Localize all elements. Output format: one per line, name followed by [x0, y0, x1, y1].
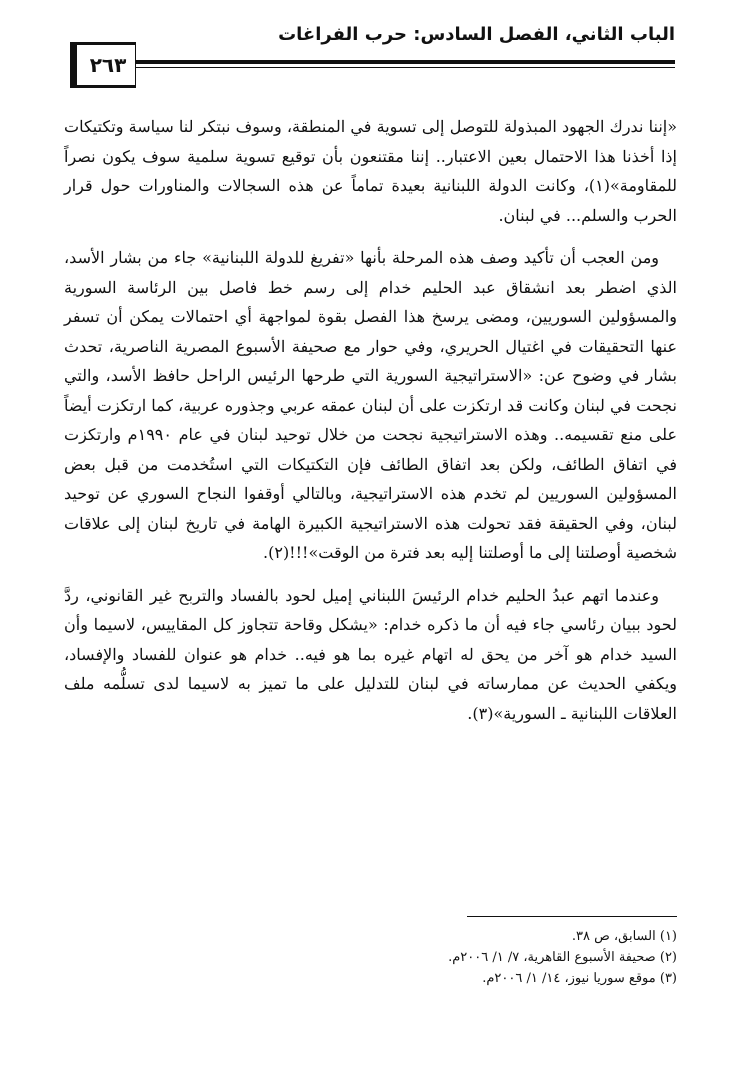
header-rule-thick — [70, 60, 675, 64]
page-number: ٢٦٣ — [89, 53, 127, 77]
header-rule-thin — [70, 67, 675, 68]
footnote: (٣) موقع سوريا نيوز، ١٤/ ١/ ٢٠٠٦م. — [482, 971, 677, 986]
paragraph: ومن العجب أن تأكيد وصف هذه المرحلة بأنها «تفريغ للدولة اللبنانية» جاء من بشار الأسد، الذي اضطر بعد انشقاق عبد الحليم خدام إلى رسم خط فاصل بين الرئاسة السورية والمسؤولين السوريين، ومضى يرسخ هذا الفصل بقوة لمواجهة أي احتمالات يمكن أن تسفر عنها التحقيقات في اغتيال الحريري، وفي حوار مع صحيفة الأسبوع المصرية الناصرية، تحدث بشار في وضوح عن: «الاستراتيجية السورية التي طرحها الرئيس الراحل حافظ الأسد، والتي نجحت في لبنان وكانت قد ارتكزت على أن لبنان عمقه عربي وجذوره عربية، كما ارتكزت أيضاً على منع تقسيمه.. وهذه الاستراتيجية نجحت من خلال توحيد لبنان في عام ١٩٩٠م وارتكزت في اتفاق الطائف، ولكن بعد اتفاق الطائف فإن التكتيكات التي استُخدمت من قبل بعض المسؤولين السوريين لم تخدم هذه الاستراتيجية، وبالتالي أوقفوا النجاح السوري عن توحيد لبنان، وفي الحقيقة فقد تحولت هذه الاستراتيجية الكبيرة الهامة في تاريخ لبنان إلى علاقات شخصية أوصلتنا إلى ما أوصلتنا إليه بعد فترة من الوقت»!!!(٢). — [64, 248, 677, 562]
page-number-box — [70, 42, 136, 88]
footnote: (١) السابق، ص ٣٨. — [571, 929, 677, 944]
paragraph: «إننا ندرك الجهود المبذولة للتوصل إلى تسوية في المنطقة، وسوف نبتكر لنا سياسة وتكتيكات إذا أخذنا هذا الاحتمال بعين الاعتبار.. إننا مقتنعون بأن توقيع تسوية سلمية سوف يكون نصراً للمقاومة»(١)، وكانت الدولة اللبنانية بعيدة تماماً عن هذه السجالات والمناورات حول قرار الحرب والسلم... في لبنان. — [64, 117, 677, 225]
paragraph: وعندما اتهم عبدُ الحليم خدام الرئيسَ اللبناني إميل لحود بالفساد والتربح غير القانوني، ردَّ لحود ببيان رئاسي جاء فيه أن ما ذكره خدام: «يشكل وقاحة تتجاوز كل المقاييس، لاسيما وأن السيد خدام هو آخر من يحق له اتهام غيره بما هو فيه.. خدام هو عنوان للفساد والإفساد، ويكفي الحديث عن ممارساته في لبنان للتدليل على ما تميز به لاسيما لدى تسلُّمه ملف العلاقات اللبنانية ـ السورية»(٣). — [64, 585, 677, 723]
footnotes — [160, 926, 677, 989]
footnote: (٢) صحيفة الأسبوع القاهرية، ٧/ ١/ ٢٠٠٦م. — [448, 950, 677, 965]
running-title: الباب الثاني، الفصل السادس: حرب الفراغات — [278, 24, 675, 45]
body-text — [64, 112, 677, 741]
page-number-box-spine — [70, 45, 77, 85]
footnote-separator — [467, 916, 677, 917]
